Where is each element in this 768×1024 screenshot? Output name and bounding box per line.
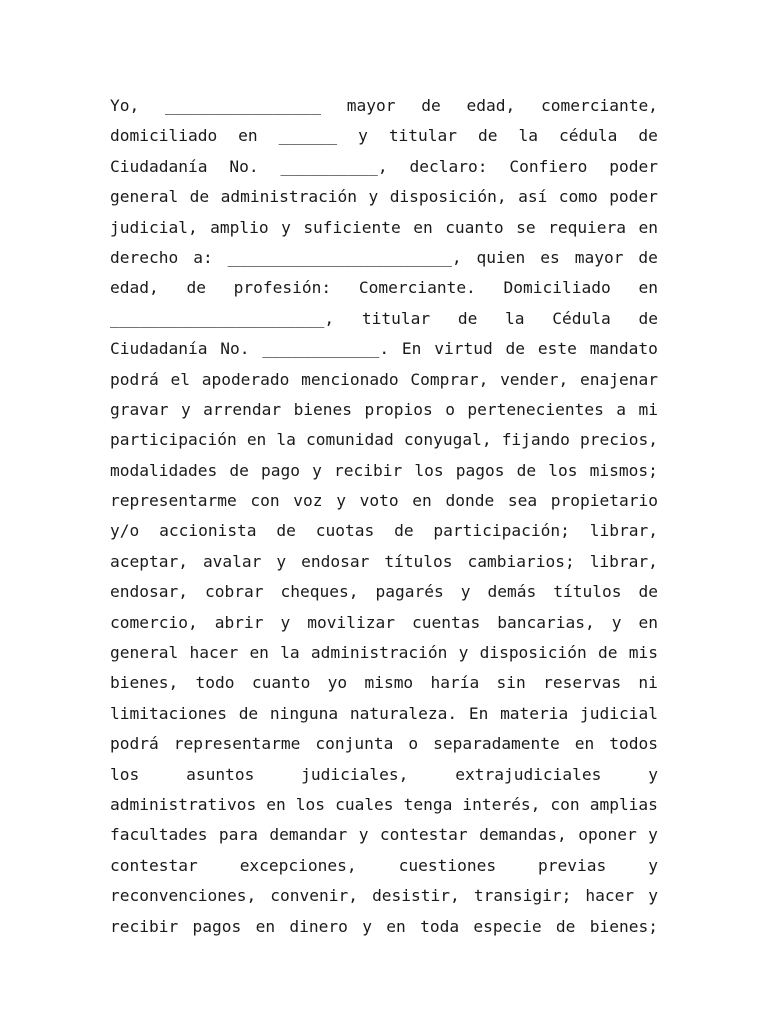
text-line: Yo, ________________ mayor de edad, comerciante, <box>110 96 658 115</box>
text-line: gravar y arrendar bienes propios o pertenecientes a mi <box>110 399 658 419</box>
text-line: domiciliado en ______ y titular de la cédula de <box>110 126 658 146</box>
text-line: representarme con voz y voto en donde sea propietario <box>110 491 658 511</box>
text-line: contestar excepciones, cuestiones previas y <box>110 855 658 875</box>
text-line: recibir pagos en dinero y en toda especie de bienes; <box>110 916 658 936</box>
text-line: participación en la comunidad conyugal, fijando precios, <box>110 430 658 450</box>
text-line: facultades para demandar y contestar demandas, oponer y <box>110 825 658 845</box>
text-line: endosar, cobrar cheques, pagarés y demás títulos de <box>110 582 658 602</box>
text-line: comercio, abrir y movilizar cuentas bancarias, y en <box>110 612 658 632</box>
text-line: reconvenciones, convenir, desistir, transigir; hacer y <box>110 886 658 906</box>
text-line: modalidades de pago y recibir los pagos de los mismos; <box>110 460 658 480</box>
text-line: edad, de profesión: Comerciante. Domiciliado en <box>110 278 658 298</box>
text-line: podrá el apoderado mencionado Comprar, vender, enajenar <box>110 369 658 389</box>
power-of-attorney-text <box>110 91 658 942</box>
text-line: podrá representarme conjunta o separadamente en todos <box>110 734 658 754</box>
text-line: general hacer en la administración y disposición de mis <box>110 643 658 663</box>
text-line: administrativos en los cuales tenga interés, con amplias <box>110 794 658 814</box>
text-line: judicial, amplio y suficiente en cuanto se requiera en <box>110 217 658 237</box>
text-line: bienes, todo cuanto yo mismo haría sin reservas ni <box>110 673 658 693</box>
text-line: los asuntos judiciales, extrajudiciales y <box>110 764 658 784</box>
text-line: y/o accionista de cuotas de participación; librar, <box>110 521 658 541</box>
text-line: Ciudadanía No. __________, declaro: Confiero poder <box>110 156 658 176</box>
text-line: Ciudadanía No. ____________. En virtud de este mandato <box>110 339 658 359</box>
text-line: general de administración y disposición, así como poder <box>110 187 658 207</box>
text-line: derecho a: _______________________, quien es mayor de <box>110 247 658 267</box>
text-line: ______________________, titular de la Cédula de <box>110 308 658 328</box>
text-line: limitaciones de ninguna naturaleza. En materia judicial <box>110 703 658 723</box>
text-line: aceptar, avalar y endosar títulos cambiarios; librar, <box>110 551 658 571</box>
